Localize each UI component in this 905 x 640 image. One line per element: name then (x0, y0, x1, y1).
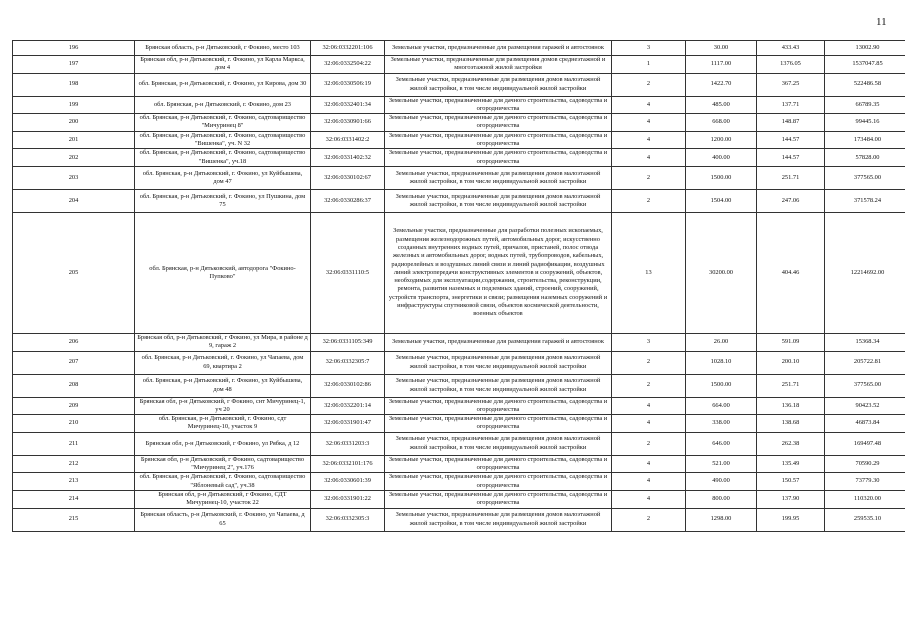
unit-value-cell: 137.71 (757, 96, 825, 114)
group-cell: 2 (612, 374, 686, 397)
unit-value-cell: 199.95 (757, 508, 825, 531)
area-cell: 1504.00 (686, 189, 757, 212)
area-cell: 1117.00 (686, 56, 757, 74)
land-use-cell: Земельные участки, предназначенные для размещения домов среднеэтажной и многоэтажной жилой застройки (385, 56, 612, 74)
table-row (13, 96, 905, 114)
area-cell: 668.00 (686, 114, 757, 132)
row-number-cell: 214 (13, 490, 135, 508)
cadastral-number-cell: 32:06:0331402:2 (311, 131, 385, 149)
unit-value-cell: 148.87 (757, 114, 825, 132)
area-cell: 1028.10 (686, 351, 757, 374)
unit-value-cell: 144.57 (757, 149, 825, 167)
address-cell: Брянская область, р-н Дятьковский, г. Фокино, ул Чапаева, д 65 (135, 508, 311, 531)
row-number-cell: 200 (13, 114, 135, 132)
cadastral-number-cell: 32:06:0332201:14 (311, 397, 385, 415)
group-cell: 2 (612, 432, 686, 455)
cadastral-number-cell: 32:06:0331203:3 (311, 432, 385, 455)
cadastral-value-cell: 12214692.00 (825, 212, 905, 333)
cadastral-value-cell: 73779.30 (825, 473, 905, 491)
area-cell: 30200.00 (686, 212, 757, 333)
group-cell: 4 (612, 473, 686, 491)
row-number-cell: 210 (13, 415, 135, 433)
area-cell: 338.00 (686, 415, 757, 433)
land-use-cell: Земельные участки, предназначенные для размещения домов малоэтажной жилой застройки, в том числе индивидуальной жилой застройки (385, 374, 612, 397)
cadastral-number-cell: 32:06:0330601:39 (311, 473, 385, 491)
unit-value-cell: 200.10 (757, 351, 825, 374)
address-cell: обл. Брянская, р-н Дятьковский, г. Фокино, ул Куйбышева, дом 48 (135, 374, 311, 397)
cadastral-number-cell: 32:06:0331901:22 (311, 490, 385, 508)
page-number: 11 (876, 16, 887, 28)
cadastral-value-cell: 57828.00 (825, 149, 905, 167)
unit-value-cell: 433.43 (757, 41, 825, 56)
unit-value-cell: 367.25 (757, 73, 825, 96)
group-cell: 4 (612, 490, 686, 508)
area-cell: 1200.00 (686, 131, 757, 149)
area-cell: 485.00 (686, 96, 757, 114)
cadastral-value-cell: 99445.16 (825, 114, 905, 132)
area-cell: 1422.70 (686, 73, 757, 96)
table-row (13, 333, 905, 351)
table-row (13, 41, 905, 56)
unit-value-cell: 135.49 (757, 455, 825, 473)
table-row (13, 189, 905, 212)
land-use-cell: Земельные участки, предназначенные для дачного строительства, садоводства и огородничества (385, 114, 612, 132)
cadastral-number-cell: 32:06:0332305:3 (311, 508, 385, 531)
table-row (13, 149, 905, 167)
row-number-cell: 211 (13, 432, 135, 455)
row-number-cell: 206 (13, 333, 135, 351)
cadastral-number-cell: 32:06:0331901:47 (311, 415, 385, 433)
land-use-cell: Земельные участки, предназначенные для дачного строительства, садоводства и огородничества (385, 131, 612, 149)
land-registry-table (12, 40, 905, 532)
address-cell: Брянская область, р-н Дятьковский, г Фокино, место 103 (135, 41, 311, 56)
cadastral-value-cell: 13002.90 (825, 41, 905, 56)
unit-value-cell: 144.57 (757, 131, 825, 149)
row-number-cell: 215 (13, 508, 135, 531)
unit-value-cell: 1376.05 (757, 56, 825, 74)
address-cell: обл. Брянская, р-н Дятьковский, г. Фокино, садтоварищество "Вишенка", уч.18 (135, 149, 311, 167)
row-number-cell: 209 (13, 397, 135, 415)
table-row (13, 131, 905, 149)
table-row (13, 397, 905, 415)
cadastral-value-cell: 1537047.85 (825, 56, 905, 74)
cadastral-value-cell: 259535.10 (825, 508, 905, 531)
land-use-cell: Земельные участки, предназначенные для дачного строительства, садоводства и огородничества (385, 473, 612, 491)
area-cell: 30.00 (686, 41, 757, 56)
address-cell: обл. Брянская, р-н Дятьковский, г. Фокино, садтоварищество "Вишенка", уч. N 32 (135, 131, 311, 149)
unit-value-cell: 138.68 (757, 415, 825, 433)
land-use-cell: Земельные участки, предназначенные для дачного строительства, садоводства и огородничества (385, 397, 612, 415)
unit-value-cell: 404.46 (757, 212, 825, 333)
group-cell: 2 (612, 166, 686, 189)
cadastral-number-cell: 32:06:0332305:7 (311, 351, 385, 374)
table-row (13, 114, 905, 132)
address-cell: Брянская обл, р-н Дятьковский, г Фокино, ул Мира, в районе д 9, гараж 2 (135, 333, 311, 351)
area-cell: 490.00 (686, 473, 757, 491)
cadastral-value-cell: 522486.58 (825, 73, 905, 96)
land-use-cell: Земельные участки, предназначенные для размещения домов малоэтажной жилой застройки, в том числе индивидуальной жилой застройки (385, 166, 612, 189)
unit-value-cell: 137.90 (757, 490, 825, 508)
table-row (13, 374, 905, 397)
cadastral-value-cell: 371578.24 (825, 189, 905, 212)
cadastral-value-cell: 66789.35 (825, 96, 905, 114)
address-cell: обл. Брянская, р-н Дятьковский, г. Фокино, дом 23 (135, 96, 311, 114)
area-cell: 664.00 (686, 397, 757, 415)
group-cell: 3 (612, 333, 686, 351)
row-number-cell: 204 (13, 189, 135, 212)
unit-value-cell: 251.71 (757, 166, 825, 189)
cadastral-value-cell: 110320.00 (825, 490, 905, 508)
group-cell: 2 (612, 189, 686, 212)
address-cell: Брянская обл, р-н Дятьковский, г Фокино, СДТ Мичуринец-10, участок 22 (135, 490, 311, 508)
cadastral-value-cell: 46873.84 (825, 415, 905, 433)
unit-value-cell: 251.71 (757, 374, 825, 397)
cadastral-number-cell: 32:06:0332201:106 (311, 41, 385, 56)
group-cell: 4 (612, 114, 686, 132)
cadastral-number-cell: 32:06:0330102:67 (311, 166, 385, 189)
land-use-cell: Земельные участки, предназначенные для дачного строительства, садоводства и огородничества (385, 149, 612, 167)
address-cell: обл. Брянская, р-н Дятьковский, автодорога "Фокино-Пупково" (135, 212, 311, 333)
row-number-cell: 199 (13, 96, 135, 114)
land-use-cell: Земельные участки, предназначенные для размещения домов малоэтажной жилой застройки, в том числе индивидуальной жилой застройки (385, 73, 612, 96)
unit-value-cell: 591.09 (757, 333, 825, 351)
address-cell: обл. Брянская, р-н Дятьковский, г. Фокино, сдт Мичуринец-10, участок 9 (135, 415, 311, 433)
address-cell: обл. Брянская, р-н Дятьковский, г. Фокино, ул Кирова, дом 30 (135, 73, 311, 96)
row-number-cell: 205 (13, 212, 135, 333)
group-cell: 13 (612, 212, 686, 333)
cadastral-number-cell: 32:06:0332101:176 (311, 455, 385, 473)
land-use-cell: Земельные участки, предназначенные для размещения домов малоэтажной жилой застройки, в том числе индивидуальной жилой застройки (385, 508, 612, 531)
area-cell: 26.00 (686, 333, 757, 351)
area-cell: 800.00 (686, 490, 757, 508)
address-cell: обл. Брянская, р-н Дятьковский, г. Фокино, ул Куйбышева, дом 47 (135, 166, 311, 189)
row-number-cell: 213 (13, 473, 135, 491)
cadastral-value-cell: 377565.00 (825, 166, 905, 189)
row-number-cell: 207 (13, 351, 135, 374)
table-row (13, 212, 905, 333)
group-cell: 3 (612, 41, 686, 56)
unit-value-cell: 150.57 (757, 473, 825, 491)
group-cell: 4 (612, 455, 686, 473)
cadastral-number-cell: 32:06:0331105:349 (311, 333, 385, 351)
cadastral-value-cell: 377565.00 (825, 374, 905, 397)
cadastral-value-cell: 169497.48 (825, 432, 905, 455)
area-cell: 400.00 (686, 149, 757, 167)
group-cell: 2 (612, 351, 686, 374)
land-use-cell: Земельные участки, предназначенные для дачного строительства, садоводства и огородничества (385, 415, 612, 433)
group-cell: 2 (612, 508, 686, 531)
group-cell: 4 (612, 96, 686, 114)
group-cell: 4 (612, 397, 686, 415)
cadastral-number-cell: 32:06:0332401:34 (311, 96, 385, 114)
cadastral-number-cell: 32:06:0331110:5 (311, 212, 385, 333)
cadastral-number-cell: 32:06:0332504:22 (311, 56, 385, 74)
table-row (13, 432, 905, 455)
cadastral-number-cell: 32:06:0331402:32 (311, 149, 385, 167)
cadastral-value-cell: 173484.00 (825, 131, 905, 149)
address-cell: обл. Брянская, р-н Дятьковский, г. Фокино, ул Пушкина, дом 75 (135, 189, 311, 212)
area-cell: 646.00 (686, 432, 757, 455)
table-row (13, 455, 905, 473)
address-cell: Брянская обл, р-н Дятьковский, г Фокино, ул Рябка, д 12 (135, 432, 311, 455)
group-cell: 4 (612, 131, 686, 149)
cadastral-number-cell: 32:06:0330102:86 (311, 374, 385, 397)
land-use-cell: Земельные участки, предназначенные для разработки полезных ископаемых, размещения железнодорожных путей, автомобильных дорог, искусственно созданных внутренних водных путей, причалов, пристаней, полос отвода железных и автомобильных дорог, водных путей, трубопроводов, кабельных, радиорелейных и воздушных линий связи и линий радиофикации, воздушных линий электропередачи конструктивных элементов и сооружений, объектов, необходимых для эксплуатации,содержания, строительства, реконструкции, ремонта, развития наземных и подземных зданий, строений, сооружений, устройств транспорта, энергетики и связи; размещения наземных сооружений и инфраструктуры спутниковой связи, объектов космической деятельности, военных объектов (385, 212, 612, 333)
area-cell: 1298.00 (686, 508, 757, 531)
row-number-cell: 197 (13, 56, 135, 74)
address-cell: Брянская обл, р-н Дятьковский, г. Фокино, ул Карла Маркса, дом 4 (135, 56, 311, 74)
table-row (13, 351, 905, 374)
cadastral-value-cell: 90423.52 (825, 397, 905, 415)
address-cell: Брянская обл, р-н Дятьковский, г Фокино, садтоварищество "Мичуринец 2", уч.176 (135, 455, 311, 473)
table-row (13, 415, 905, 433)
group-cell: 1 (612, 56, 686, 74)
row-number-cell: 212 (13, 455, 135, 473)
land-use-cell: Земельные участки, предназначенные для размещения домов малоэтажной жилой застройки, в том числе индивидуальной жилой застройки (385, 432, 612, 455)
group-cell: 4 (612, 149, 686, 167)
address-cell: обл. Брянская, р-н Дятьковский, г. Фокино, ул Чапаева, дом 69, квартира 2 (135, 351, 311, 374)
area-cell: 521.00 (686, 455, 757, 473)
table-row (13, 73, 905, 96)
row-number-cell: 202 (13, 149, 135, 167)
area-cell: 1500.00 (686, 374, 757, 397)
land-use-cell: Земельные участки, предназначенные для размещения гаражей и автостоянок (385, 41, 612, 56)
table-row (13, 508, 905, 531)
address-cell: обл. Брянская, р-н Дятьковский, г. Фокино, садтоварищество "Яблоневый сад", уч.38 (135, 473, 311, 491)
row-number-cell: 208 (13, 374, 135, 397)
cadastral-value-cell: 70590.29 (825, 455, 905, 473)
cadastral-value-cell: 205722.81 (825, 351, 905, 374)
unit-value-cell: 136.18 (757, 397, 825, 415)
land-use-cell: Земельные участки, предназначенные для размещения гаражей и автостоянок (385, 333, 612, 351)
cadastral-number-cell: 32:06:0330506:19 (311, 73, 385, 96)
area-cell: 1500.00 (686, 166, 757, 189)
land-use-cell: Земельные участки, предназначенные для дачного строительства, садоводства и огородничества (385, 455, 612, 473)
land-use-cell: Земельные участки, предназначенные для размещения домов малоэтажной жилой застройки, в том числе индивидуальной жилой застройки (385, 351, 612, 374)
table-row (13, 56, 905, 74)
cadastral-number-cell: 32:06:0330901:66 (311, 114, 385, 132)
cadastral-value-cell: 15368.34 (825, 333, 905, 351)
land-use-cell: Земельные участки, предназначенные для размещения домов малоэтажной жилой застройки, в том числе индивидуальной жилой застройки (385, 189, 612, 212)
table-row (13, 473, 905, 491)
unit-value-cell: 247.06 (757, 189, 825, 212)
unit-value-cell: 262.38 (757, 432, 825, 455)
address-cell: Брянская обл, р-н Дятьковский, г Фокино, снт Мичуринец-1, уч 20 (135, 397, 311, 415)
land-use-cell: Земельные участки, предназначенные для дачного строительства, садоводства и огородничества (385, 96, 612, 114)
row-number-cell: 201 (13, 131, 135, 149)
cadastral-number-cell: 32:06:0330286:37 (311, 189, 385, 212)
address-cell: обл. Брянская, р-н Дятьковский, г. Фокино, садтоварищество "Мичуринец 8" (135, 114, 311, 132)
table-row (13, 490, 905, 508)
row-number-cell: 198 (13, 73, 135, 96)
land-use-cell: Земельные участки, предназначенные для дачного строительства, садоводства и огородничества (385, 490, 612, 508)
group-cell: 4 (612, 415, 686, 433)
group-cell: 2 (612, 73, 686, 96)
row-number-cell: 196 (13, 41, 135, 56)
row-number-cell: 203 (13, 166, 135, 189)
table-row (13, 166, 905, 189)
